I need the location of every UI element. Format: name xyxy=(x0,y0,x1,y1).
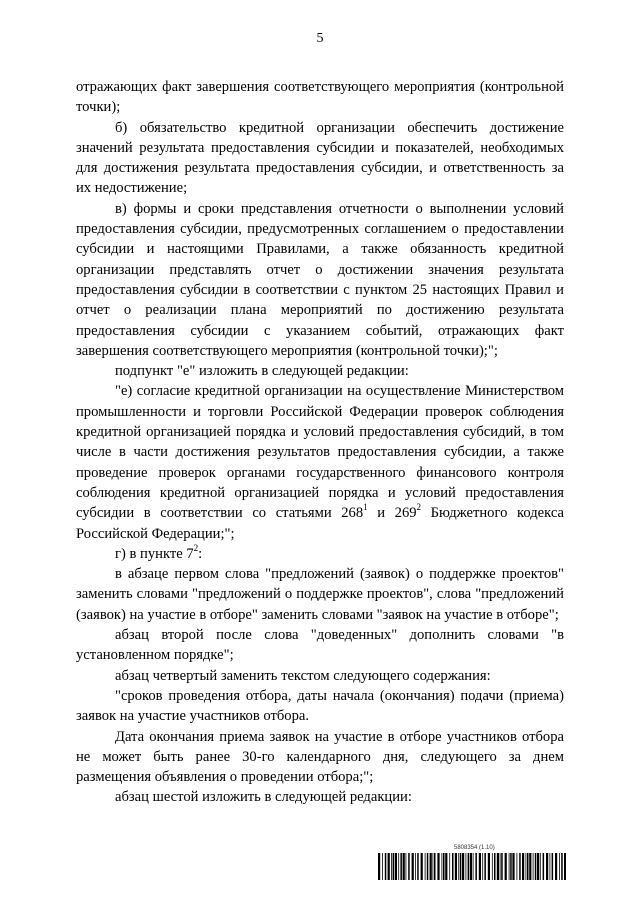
item-e-and: и 269 xyxy=(367,505,417,522)
barcode xyxy=(378,853,566,880)
paragraph-item-b: б) обязательство кредитной организации обеспечить достижение значений результата предоставления субсидии и показателей, необходимых для достижения результата предоставления субсидии, и ответственность за их недостижение; xyxy=(76,119,564,197)
document-id: 5808354 (1.10) xyxy=(454,845,495,851)
item-e-tail: Бюджетного кодекса Российской Федерации;"; xyxy=(76,505,564,542)
paragraph-first-abzac: в абзаце первом слова "предложений (заявок) о поддержке проектов" заменить словами "предложений о поддержке проектов", слова "предложений (заявок) на участие в отборе" заменить словами "заявок на участие в отборе"; xyxy=(76,566,564,623)
page-number: 5 xyxy=(316,31,324,46)
paragraph-quote-terms: "сроков проведения отбора, даты начала (окончания) подачи (приема) заявок на участие участников отбора. xyxy=(76,687,564,725)
paragraph-item-e xyxy=(76,381,564,543)
superscript-point: 2 xyxy=(193,542,199,553)
paragraph-sixth-abzac: абзац шестой изложить в следующей редакции: xyxy=(115,789,412,806)
paragraph-continuation: отражающих факт завершения соответствующего мероприятия (контрольной точки); xyxy=(76,79,564,116)
item-e-text: "е) согласие кредитной организации на осуществление Министерством промышленности и торговли Российской Федерации проверок соблюдения кредитной организацией порядка и условий предоставления субсидий, в том числе в части достижения результатов предоставления субсидии, а также проведение проверок органами государственного финансового контроля соблюдения кредитной организацией порядка и условий предоставления субсидии в соответствии со статьями 268 xyxy=(76,383,564,522)
paragraph-item-v: в) формы и сроки представления отчетности о выполнении условий предоставления субсидии, предусмотренных соглашением о предоставлении субсидии и настоящими Правилами, а также обязанность кредитной организации представлять отчет о достижении значения результата предоставления субсидии в соответствии с пунктом 25 настоящих Правил и отчет о реализации плана мероприятий по достижению результата предоставления субсидии с указанием событий, отражающих факт завершения соответствующего мероприятия (контрольной точки);"; xyxy=(76,200,564,359)
item-g-colon: : xyxy=(198,545,203,562)
paragraph-second-abzac: абзац второй после слова "доведенных" дополнить словами "в установленном порядке"; xyxy=(76,627,564,664)
paragraph-subitem-e-instruction: подпункт "е" изложить в следующей редакции: xyxy=(115,363,409,380)
paragraph-item-g xyxy=(76,544,564,564)
superscript-2: 2 xyxy=(416,502,422,513)
paragraph-fourth-abzac: абзац четвертый заменить текстом следующего содержания: xyxy=(115,667,491,684)
document-body xyxy=(76,77,564,808)
paragraph-deadline: Дата окончания приема заявок на участие в отборе участников отбора не может быть ранее 30-го календарного дня, следующего за днем размещения объявления о проведении отбора;"; xyxy=(76,728,564,786)
item-g-text: г) в пункте 7 xyxy=(115,545,194,562)
superscript-1: 1 xyxy=(363,502,368,513)
